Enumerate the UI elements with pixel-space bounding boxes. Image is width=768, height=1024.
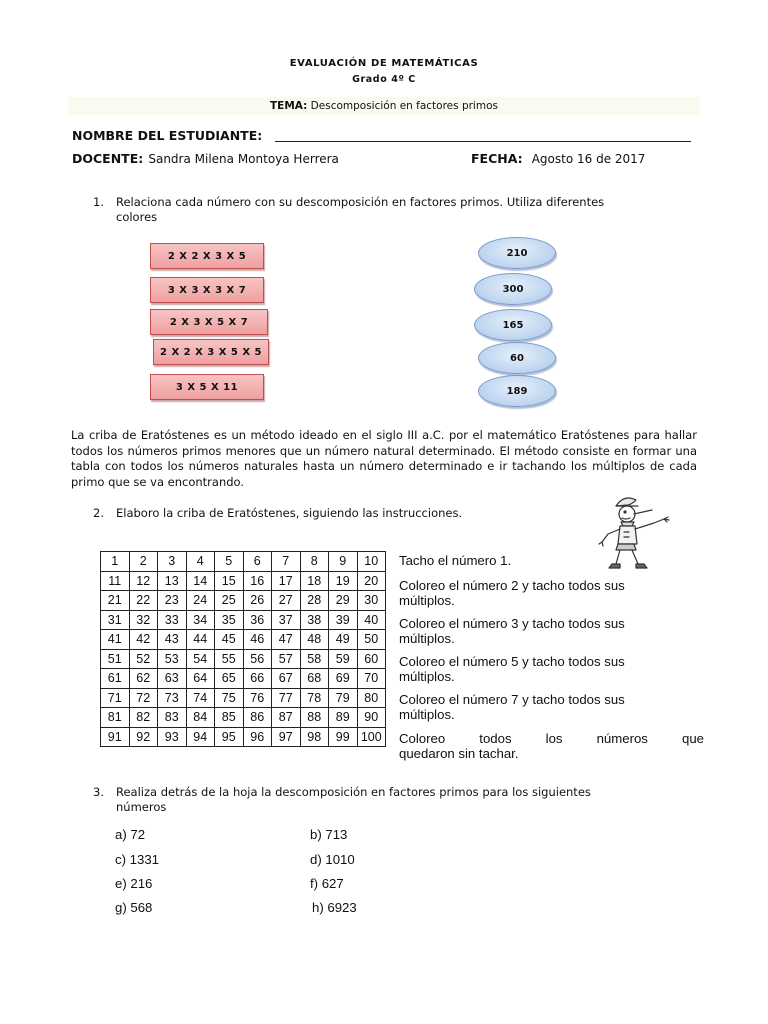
grid-cell[interactable]: 77 [272,688,301,708]
grid-cell[interactable]: 4 [186,552,215,572]
grid-cell[interactable]: 98 [300,727,329,747]
grid-cell[interactable]: 58 [300,649,329,669]
q1-text-line1: Relaciona cada número con su descomposición en factores primos. Utiliza diferentes [116,195,605,209]
q2-text: Elaboro la criba de Eratóstenes, siguiendo las instrucciones. [116,506,463,520]
grid-cell[interactable]: 47 [272,630,301,650]
date-row [471,148,645,167]
grid-cell[interactable]: 68 [300,669,329,689]
grid-cell[interactable]: 53 [158,649,187,669]
grid-cell[interactable]: 27 [272,591,301,611]
grid-cell[interactable]: 71 [101,688,130,708]
grid-cell[interactable]: 52 [129,649,158,669]
grid-row [101,610,386,630]
grid-cell[interactable]: 49 [329,630,358,650]
grid-cell[interactable]: 64 [186,669,215,689]
grid-cell[interactable]: 99 [329,727,358,747]
grid-cell[interactable]: 83 [158,708,187,728]
grid-row [101,649,386,669]
grid-cell[interactable]: 92 [129,727,158,747]
grid-cell[interactable]: 78 [300,688,329,708]
grid-cell[interactable]: 65 [215,669,244,689]
factorization-box[interactable]: 3 X 5 X 11 [150,374,264,400]
grid-cell[interactable]: 22 [129,591,158,611]
grid-cell[interactable]: 63 [158,669,187,689]
grid-cell[interactable]: 23 [158,591,187,611]
grid-row [101,727,386,747]
option-g: g) 568 [115,900,153,915]
grid-cell[interactable]: 20 [357,571,386,591]
grid-cell[interactable]: 96 [243,727,272,747]
grid-cell[interactable]: 25 [215,591,244,611]
grid-cell[interactable]: 86 [243,708,272,728]
grid-cell[interactable]: 39 [329,610,358,630]
grid-cell[interactable]: 94 [186,727,215,747]
grid-cell[interactable]: 82 [129,708,158,728]
date-label: FECHA: [471,151,523,166]
grid-cell[interactable]: 5 [215,552,244,572]
grid-row [101,571,386,591]
grid-cell[interactable]: 48 [300,630,329,650]
grid-cell[interactable]: 31 [101,610,130,630]
factorization-box[interactable]: 2 X 2 X 3 X 5 [150,243,264,269]
grid-cell[interactable]: 10 [357,552,386,572]
grid-cell[interactable]: 62 [129,669,158,689]
grid-cell[interactable]: 24 [186,591,215,611]
number-oval[interactable]: 60 [478,342,556,374]
grid-cell[interactable]: 44 [186,630,215,650]
grid-cell[interactable]: 19 [329,571,358,591]
grid-cell[interactable]: 80 [357,688,386,708]
factorization-box[interactable]: 2 X 3 X 5 X 7 [150,309,268,335]
grid-cell[interactable]: 70 [357,669,386,689]
grid-cell[interactable]: 97 [272,727,301,747]
teacher-row [72,148,339,167]
tema-label: TEMA: [270,100,308,112]
grid-cell[interactable]: 13 [158,571,187,591]
grid-cell[interactable]: 91 [101,727,130,747]
option-c: c) 1331 [115,852,159,867]
grid-cell[interactable]: 87 [272,708,301,728]
number-oval[interactable]: 210 [478,237,556,269]
grid-cell[interactable]: 6 [243,552,272,572]
grid-cell[interactable]: 75 [215,688,244,708]
instruction-6 [399,731,704,761]
grid-cell[interactable]: 57 [272,649,301,669]
instruction-5: Coloreo el número 7 y tacho todos sus múltiplos. [399,692,625,722]
q2-number: 2. [93,506,104,520]
grid-cell[interactable]: 3 [158,552,187,572]
option-b: b) 713 [310,827,348,842]
grid-row [101,688,386,708]
factorization-box[interactable]: 2 X 2 X 3 X 5 X 5 [153,339,269,365]
instruction-1: Tacho el número 1. [399,553,512,568]
grid-cell[interactable]: 90 [357,708,386,728]
grid-cell[interactable]: 37 [272,610,301,630]
grid-cell[interactable]: 73 [158,688,187,708]
grid-cell[interactable]: 41 [101,630,130,650]
grid-cell[interactable]: 54 [186,649,215,669]
q3-text-line1: Realiza detrás de la hoja la descomposición en factores primos para los siguientes [116,785,591,799]
grid-cell[interactable]: 93 [158,727,187,747]
page-title: EVALUACIÓN DE MATEMÁTICAS [289,58,479,69]
grid-cell[interactable]: 43 [158,630,187,650]
grid-cell[interactable]: 76 [243,688,272,708]
grid-cell[interactable]: 66 [243,669,272,689]
grid-row [101,669,386,689]
q1-text-line2: colores [116,210,158,224]
grid-row [101,591,386,611]
grid-cell[interactable]: 33 [158,610,187,630]
q3-number: 3. [93,785,104,799]
grid-cell[interactable]: 18 [300,571,329,591]
option-e: e) 216 [115,876,153,891]
tema-value: Descomposición en factores primos [310,100,498,112]
grid-cell[interactable]: 21 [101,591,130,611]
instruction-4: Coloreo el número 5 y tacho todos sus múltiplos. [399,654,625,684]
grid-cell[interactable]: 42 [129,630,158,650]
number-oval[interactable]: 189 [478,375,556,407]
grid-row [101,630,386,650]
instruction-3: Coloreo el número 3 y tacho todos sus múltiplos. [399,616,625,646]
q3-text-line2: números [116,800,167,814]
date-value: Agosto 16 de 2017 [531,152,646,166]
grid-cell[interactable]: 29 [329,591,358,611]
criba-grid [100,551,386,747]
grid-cell[interactable]: 74 [186,688,215,708]
grid-cell[interactable]: 11 [101,571,130,591]
instruction-6-line2: quedaron sin tachar. [399,746,519,761]
student-name-label: NOMBRE DEL ESTUDIANTE: [72,128,263,143]
grid-cell[interactable]: 15 [215,571,244,591]
grid-cell[interactable]: 67 [272,669,301,689]
q1-number: 1. [93,195,104,209]
teacher-label: DOCENTE: [72,151,144,166]
grid-cell[interactable]: 14 [186,571,215,591]
grid-cell[interactable]: 30 [357,591,386,611]
instruction-2: Coloreo el número 2 y tacho todos sus múltiplos. [399,578,625,608]
grid-cell[interactable]: 69 [329,669,358,689]
grid-cell[interactable]: 34 [186,610,215,630]
grid-cell[interactable]: 45 [215,630,244,650]
teacher-value: Sandra Milena Montoya Herrera [148,152,339,166]
criba-paragraph: La criba de Eratóstenes es un método ideado en el siglo III a.C. por el matemático Eratóstenes para hallar todos los números primos menores que un número natural determinado. El método consiste en formar una tabla con todos los números naturales hasta un número determinado e ir tachando los múltiplos de cada primo que se va encontrando. [71,428,697,489]
grid-cell[interactable]: 79 [329,688,358,708]
grade-label: Grado 4º C [352,74,416,85]
instruction-6-line1: Coloreo todos los números que [399,731,704,746]
grid-cell[interactable]: 85 [215,708,244,728]
grid-cell[interactable]: 55 [215,649,244,669]
grid-cell[interactable]: 9 [329,552,358,572]
factorization-box[interactable]: 3 X 3 X 3 X 7 [150,277,264,303]
grid-cell[interactable]: 84 [186,708,215,728]
grid-cell[interactable]: 1 [101,552,130,572]
grid-cell[interactable]: 32 [129,610,158,630]
grid-cell[interactable]: 28 [300,591,329,611]
student-name-line[interactable] [275,141,691,142]
grid-cell[interactable]: 81 [101,708,130,728]
grid-cell[interactable]: 7 [272,552,301,572]
grid-cell[interactable]: 100 [357,727,386,747]
grid-cell[interactable]: 88 [300,708,329,728]
grid-cell[interactable]: 12 [129,571,158,591]
grid-cell[interactable]: 40 [357,610,386,630]
number-oval[interactable]: 300 [474,273,552,305]
grid-cell[interactable]: 16 [243,571,272,591]
grid-cell[interactable]: 8 [300,552,329,572]
grid-cell[interactable]: 26 [243,591,272,611]
grid-row [101,552,386,572]
grid-cell[interactable]: 89 [329,708,358,728]
number-oval[interactable]: 165 [474,309,552,341]
grid-cell[interactable]: 36 [243,610,272,630]
option-a: a) 72 [115,827,146,842]
option-f: f) 627 [310,876,344,891]
grid-cell[interactable]: 35 [215,610,244,630]
grid-cell[interactable]: 72 [129,688,158,708]
grid-cell[interactable]: 56 [243,649,272,669]
grid-cell[interactable]: 51 [101,649,130,669]
tema [0,100,768,112]
grid-cell[interactable]: 38 [300,610,329,630]
grid-row [101,708,386,728]
grid-cell[interactable]: 59 [329,649,358,669]
option-d: d) 1010 [310,852,355,867]
option-h: h) 6923 [312,900,357,915]
grid-cell[interactable]: 95 [215,727,244,747]
grid-cell[interactable]: 17 [272,571,301,591]
grid-cell[interactable]: 2 [129,552,158,572]
grid-cell[interactable]: 50 [357,630,386,650]
grid-cell[interactable]: 61 [101,669,130,689]
grid-cell[interactable]: 46 [243,630,272,650]
grid-cell[interactable]: 60 [357,649,386,669]
